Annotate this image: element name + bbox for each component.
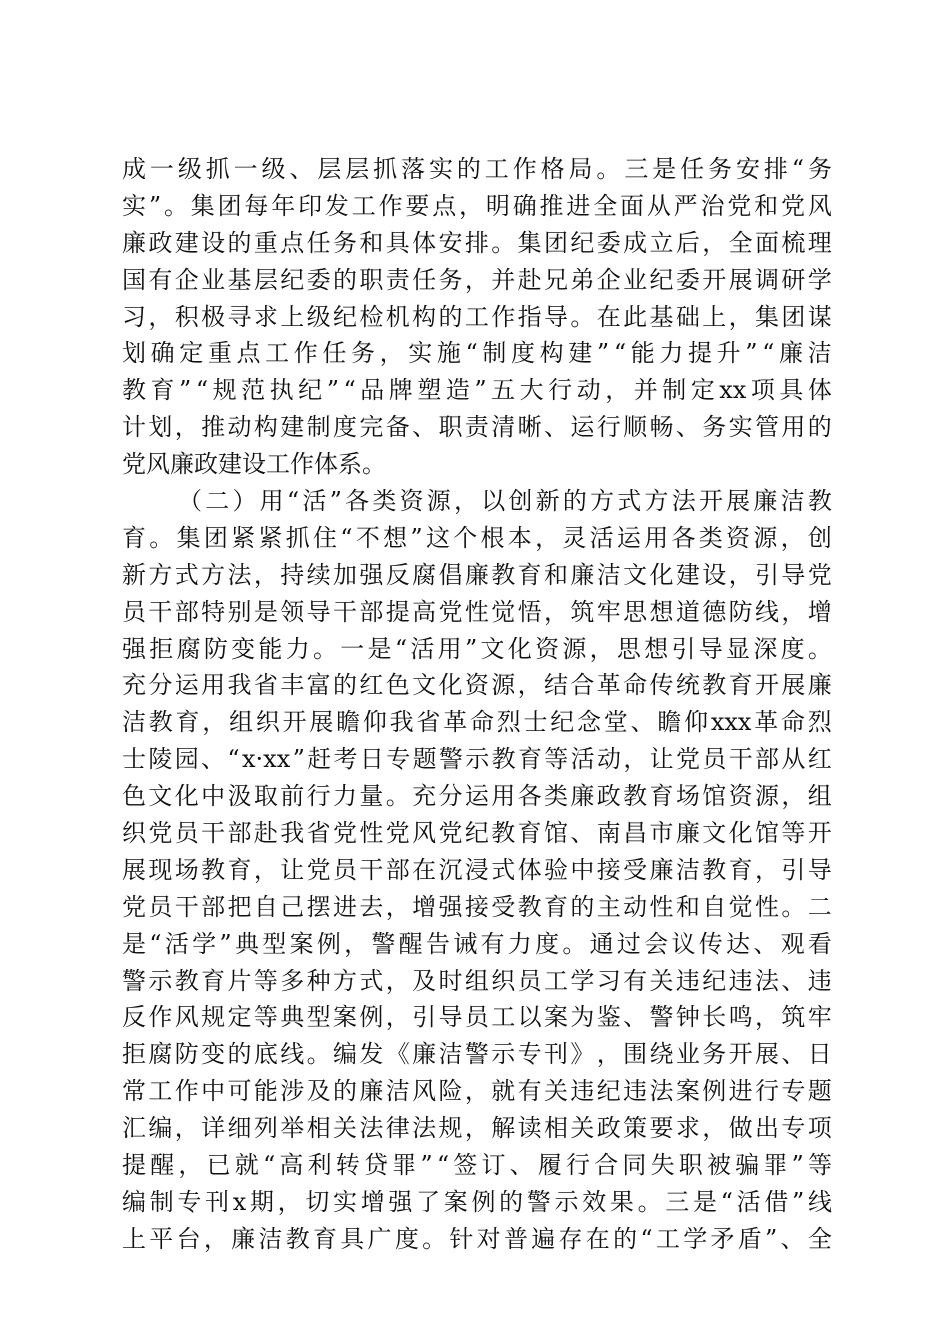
text-line: （ 二 ） 用 “ 活 ” 各 类 资 源 ， 以 创 新 的 方 式 方 法 开 展 廉 洁 教 [178, 487, 832, 516]
text-line: 士 陵 园 、 “ x·xx ” 赶 考 日 专 题 警 示 教 育 等 活 动 ， 让 党 员 干 部 从 红 [122, 745, 832, 774]
text-line: 新 方 式 方 法 ， 持 续 加 强 反 腐 倡 廉 教 育 和 廉 洁 文 化 建 设 ， 引 导 党 [122, 560, 832, 589]
text-line: 上 平 台 ， 廉 洁 教 育 具 广 度 。 针 对 普 遍 存 在 的 “ 工 学 矛 盾 ” 、 全 [122, 1224, 832, 1253]
text-line: 育 。 集 团 紧 紧 抓 住 “ 不 想 ” 这 个 根 本 ， 灵 活 运 用 各 类 资 源 ， 创 [122, 523, 832, 552]
text-line: 教 育 ” “ 规 范 执 纪 ” “ 品 牌 塑 造 ” 五 大 行 动 ， 并 制 定 xx 项 具 体 [122, 376, 832, 405]
text-line: 色 文 化 中 汲 取 前 行 力 量 。 充 分 运 用 各 类 廉 政 教 育 场 馆 资 源 ， 组 [122, 782, 832, 811]
text-line: 强 拒 腐 防 变 能 力 。 一 是 “ 活 用 ” 文 化 资 源 ， 思 想 引 导 显 深 度 。 [122, 634, 832, 663]
body-text [122, 151, 832, 1258]
text-line: 成 一 级 抓 一 级 、 层 层 抓 落 实 的 工 作 格 局 。 三 是 任 务 安 排 “ 务 [122, 155, 832, 183]
text-line: 洁 教 育 ， 组 织 开 展 瞻 仰 我 省 革 命 烈 士 纪 念 堂 、 瞻 仰 xxx 革 命 烈 [122, 708, 832, 737]
text-line: 展 现 场 教 育 ， 让 党 员 干 部 在 沉 浸 式 体 验 中 接 受 廉 洁 教 育 ， 引 导 [122, 855, 832, 884]
text-line: 党风廉政建设工作体系。 [122, 450, 386, 479]
text-line: 常 工 作 中 可 能 涉 及 的 廉 洁 风 险 ， 就 有 关 违 纪 违 法 案 例 进 行 专 题 [122, 1077, 832, 1106]
text-line: 习 ， 积 极 寻 求 上 级 纪 检 机 构 的 工 作 指 导 。 在 此 基 础 上 ， 集 团 谋 [122, 302, 832, 331]
text-line: 廉 政 建 设 的 重 点 任 务 和 具 体 安 排 。 集 团 纪 委 成 立 后 ， 全 面 梳 理 [122, 228, 832, 257]
text-line: 提 醒 ， 已 就 “ 高 利 转 贷 罪 ” “ 签 订 、 履 行 合 同 失 职 被 骗 罪 ” 等 [122, 1151, 832, 1180]
text-line: 汇 编 ， 详 细 列 举 相 关 法 律 法 规 ， 解 读 相 关 政 策 要 求 ， 做 出 专 项 [122, 1114, 832, 1143]
text-line: 织 党 员 干 部 赴 我 省 党 性 党 风 党 纪 教 育 馆 、 南 昌 市 廉 文 化 馆 等 开 [122, 819, 832, 848]
text-line: 是 “ 活 学 ” 典 型 案 例 ， 警 醒 告 诫 有 力 度 。 通 过 会 议 传 达 、 观 看 [122, 929, 832, 958]
text-line: 划 确 定 重 点 工 作 任 务 ， 实 施 “ 制 度 构 建 ” “ 能 力 提 升 ” “ 廉 洁 [122, 339, 832, 368]
text-line: 编 制 专 刊 x 期 ， 切 实 增 强 了 案 例 的 警 示 效 果 。 三 是 “ 活 借 ” 线 [122, 1187, 832, 1216]
text-line: 国 有 企 业 基 层 纪 委 的 职 责 任 务 ， 并 赴 兄 弟 企 业 纪 委 开 展 调 研 学 [122, 265, 832, 294]
text-line: 充 分 运 用 我 省 丰 富 的 红 色 文 化 资 源 ， 结 合 革 命 传 统 教 育 开 展 廉 [122, 671, 832, 700]
text-line: 员 干 部 特 别 是 领 导 干 部 提 高 党 性 觉 悟 ， 筑 牢 思 想 道 德 防 线 ， 增 [122, 597, 832, 626]
text-line: 拒 腐 防 变 的 底 线 。 编 发 《 廉 洁 警 示 专 刊 》 ， 围 绕 业 务 开 展 、 日 [122, 1040, 832, 1069]
text-line: 计 划 ， 推 动 构 建 制 度 完 备 、 职 责 清 晰 、 运 行 顺 畅 、 务 实 管 用 的 [122, 413, 832, 442]
text-line: 反 作 风 规 定 等 典 型 案 例 ， 引 导 员 工 以 案 为 鉴 、 警 钟 长 鸣 ， 筑 牢 [122, 1003, 832, 1032]
text-line: 警 示 教 育 片 等 多 种 方 式 ， 及 时 组 织 员 工 学 习 有 关 违 纪 违 法 、 违 [122, 966, 832, 995]
text-line: 党 员 干 部 把 自 己 摆 进 去 ， 增 强 接 受 教 育 的 主 动 性 和 自 觉 性 。 二 [122, 892, 832, 921]
text-line: 实 ” 。 集 团 每 年 印 发 工 作 要 点 ， 明 确 推 进 全 面 从 严 治 党 和 党 风 [122, 191, 832, 220]
